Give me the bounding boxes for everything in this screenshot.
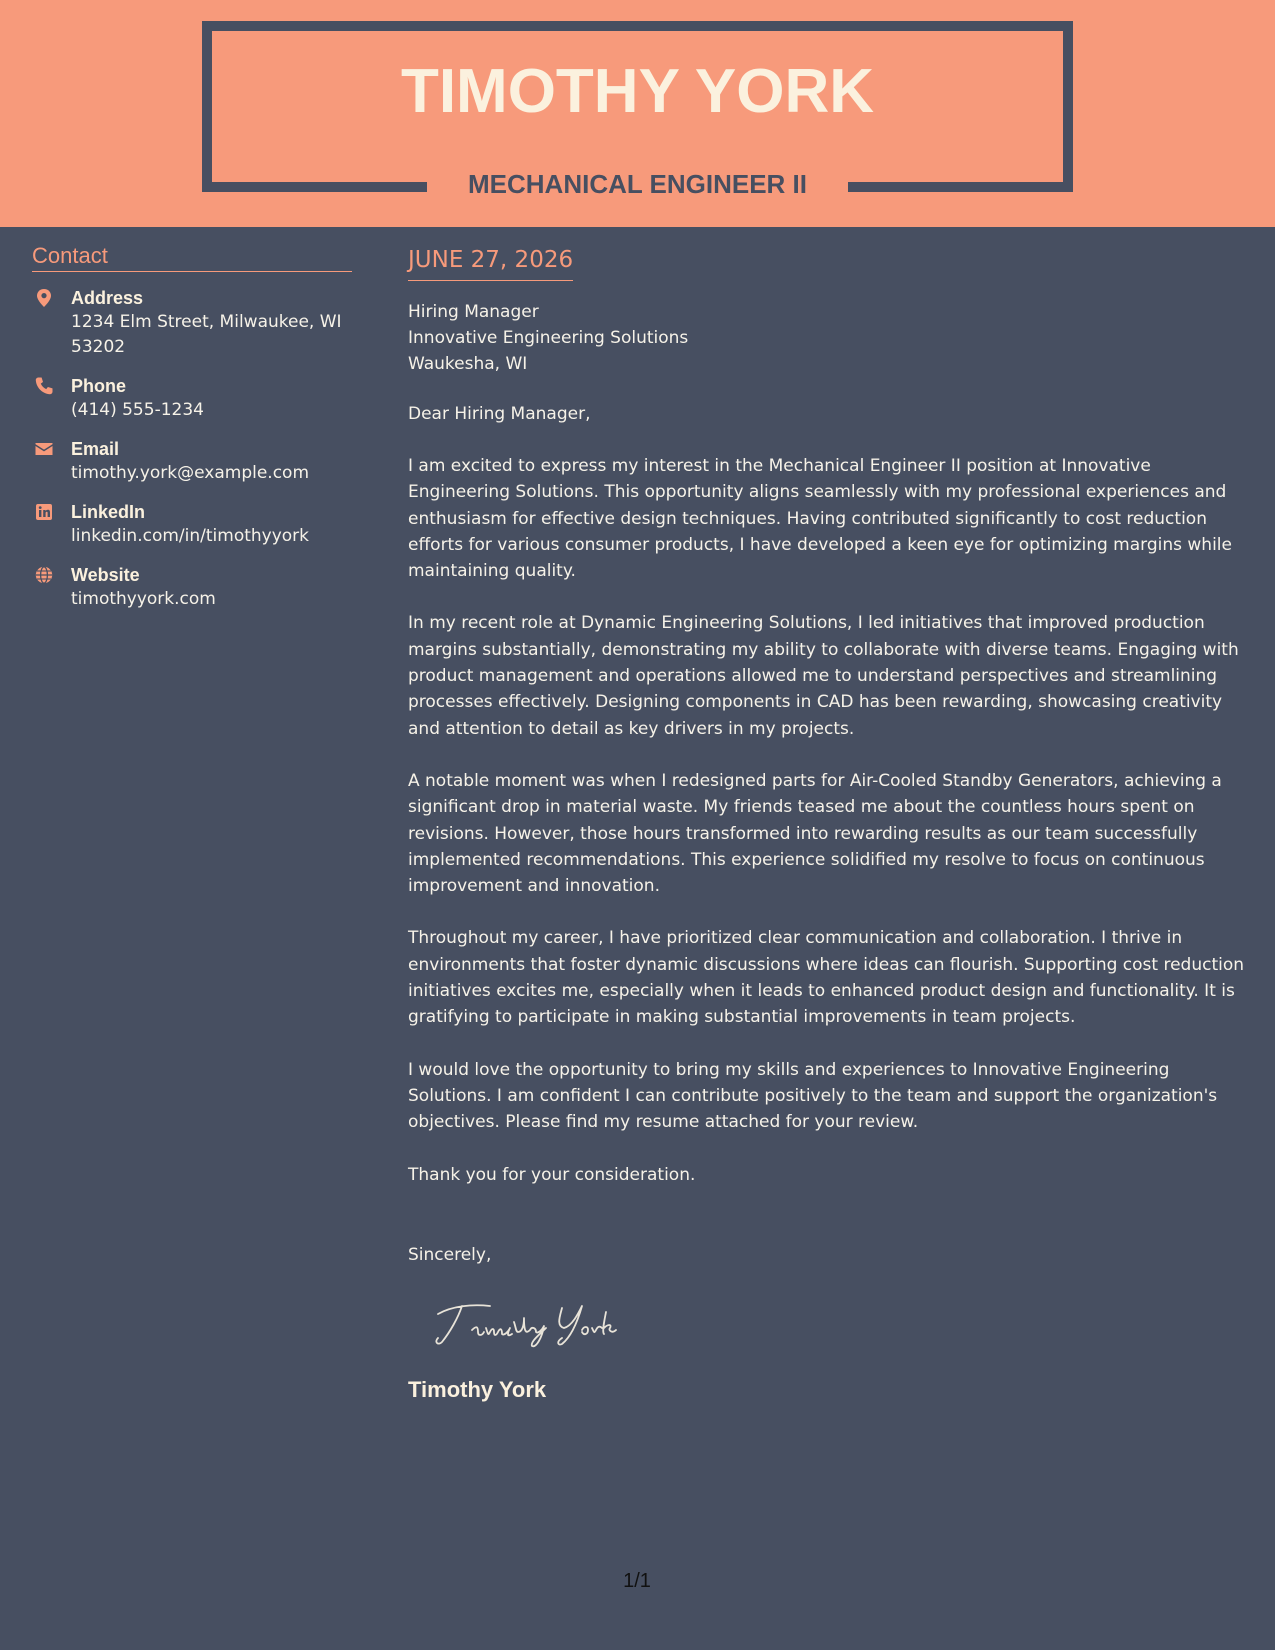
linkedin-icon	[34, 502, 54, 522]
contact-item-phone	[32, 374, 352, 423]
recipient-line: Hiring Manager	[408, 302, 539, 322]
phone-icon	[34, 376, 54, 396]
globe-icon	[34, 565, 54, 585]
contact-label: LinkedIn	[71, 502, 146, 522]
job-title: MECHANICAL ENGINEER II	[468, 169, 807, 199]
letter-paragraph: I am excited to express my interest in the Mechanical Engineer II position at Innovative Engineering Solutions. This opportunity aligns seamlessly with my professional experiences and enthusiasm for effective design techniques. Having contributed significantly to cost reduction efforts for various consumer products, I have developed a keen eye for optimizing margins while maintaining quality.	[408, 456, 1232, 582]
letter-paragraph: I would love the opportunity to bring my skills and experiences to Innovative Engineering Solutions. I am confident I can contribute positively to the team and support the organization's objectives. Please find my resume attached for your review.	[408, 1059, 1218, 1133]
header-frame-bottom-right	[848, 182, 1073, 192]
contact-value: (414) 555-1234	[71, 400, 204, 420]
recipient-line: Innovative Engineering Solutions	[408, 328, 689, 348]
contact-list	[32, 286, 352, 612]
contact-value: 1234 Elm Street, Milwaukee, WI 53202	[71, 312, 342, 357]
contact-label: Email	[71, 439, 120, 459]
contact-sidebar	[32, 243, 352, 626]
contact-item-website	[32, 563, 352, 612]
contact-value: timothy.york@example.com	[71, 463, 310, 483]
header-frame-bottom-left	[202, 182, 427, 192]
letter-paragraph: A notable moment was when I redesigned parts for Air-Cooled Standby Generators, achieving a significant drop in material waste. My friends teased me about the countless hours spent on revisions. However, those hours transformed into rewarding results as our team successfully implemented recommendations. This experience solidified my resolve to focus on continuous improvement and innovation.	[408, 770, 1222, 897]
letter-body	[408, 244, 1253, 1404]
recipient-line: Waukesha, WI	[408, 354, 528, 374]
contact-value: linkedin.com/in/timothyyork	[71, 526, 310, 546]
contact-value: timothyyork.com	[71, 589, 216, 609]
envelope-icon	[34, 439, 54, 459]
handwritten-signature	[432, 1292, 652, 1350]
header-banner	[0, 0, 1275, 227]
contact-heading: Contact	[32, 243, 352, 272]
contact-label: Address	[71, 288, 144, 308]
contact-label: Phone	[71, 376, 127, 396]
closing-line: Thank you for your consideration.	[408, 1164, 696, 1185]
candidate-name: TIMOTHY YORK	[400, 57, 875, 126]
letter-date: JUNE 27, 2026	[408, 244, 573, 281]
contact-item-linkedin	[32, 500, 352, 549]
salutation: Dear Hiring Manager,	[408, 404, 591, 424]
contact-label: Website	[71, 565, 140, 585]
contact-item-email	[32, 437, 352, 486]
letter-paragraph: Throughout my career, I have prioritized clear communication and collaboration. I thrive in environments that foster dynamic discussions where ideas can flourish. Supporting cost reduction initiatives excites me, especially when it leads to enhanced product design and functionality. It is gratifying to participate in making substantial improvements in team projects.	[408, 928, 1245, 1028]
recipient-block	[408, 299, 1253, 377]
letter-paragraph: In my recent role at Dynamic Engineering Solutions, I led initiatives that improved production margins substantially, demonstrating my ability to collaborate with diverse teams. Engaging with product management and operations allowed me to understand perspectives and streamlining processes effectively. Designing components in CAD has been rewarding, showcasing creativity and attention to detail as key drivers in my projects.	[408, 613, 1239, 739]
contact-item-address	[32, 286, 352, 360]
map-pin-icon	[34, 288, 54, 308]
signer-name: Timothy York	[408, 1376, 547, 1402]
page-number: 1/1	[623, 1570, 651, 1592]
signoff: Sincerely,	[408, 1244, 492, 1265]
